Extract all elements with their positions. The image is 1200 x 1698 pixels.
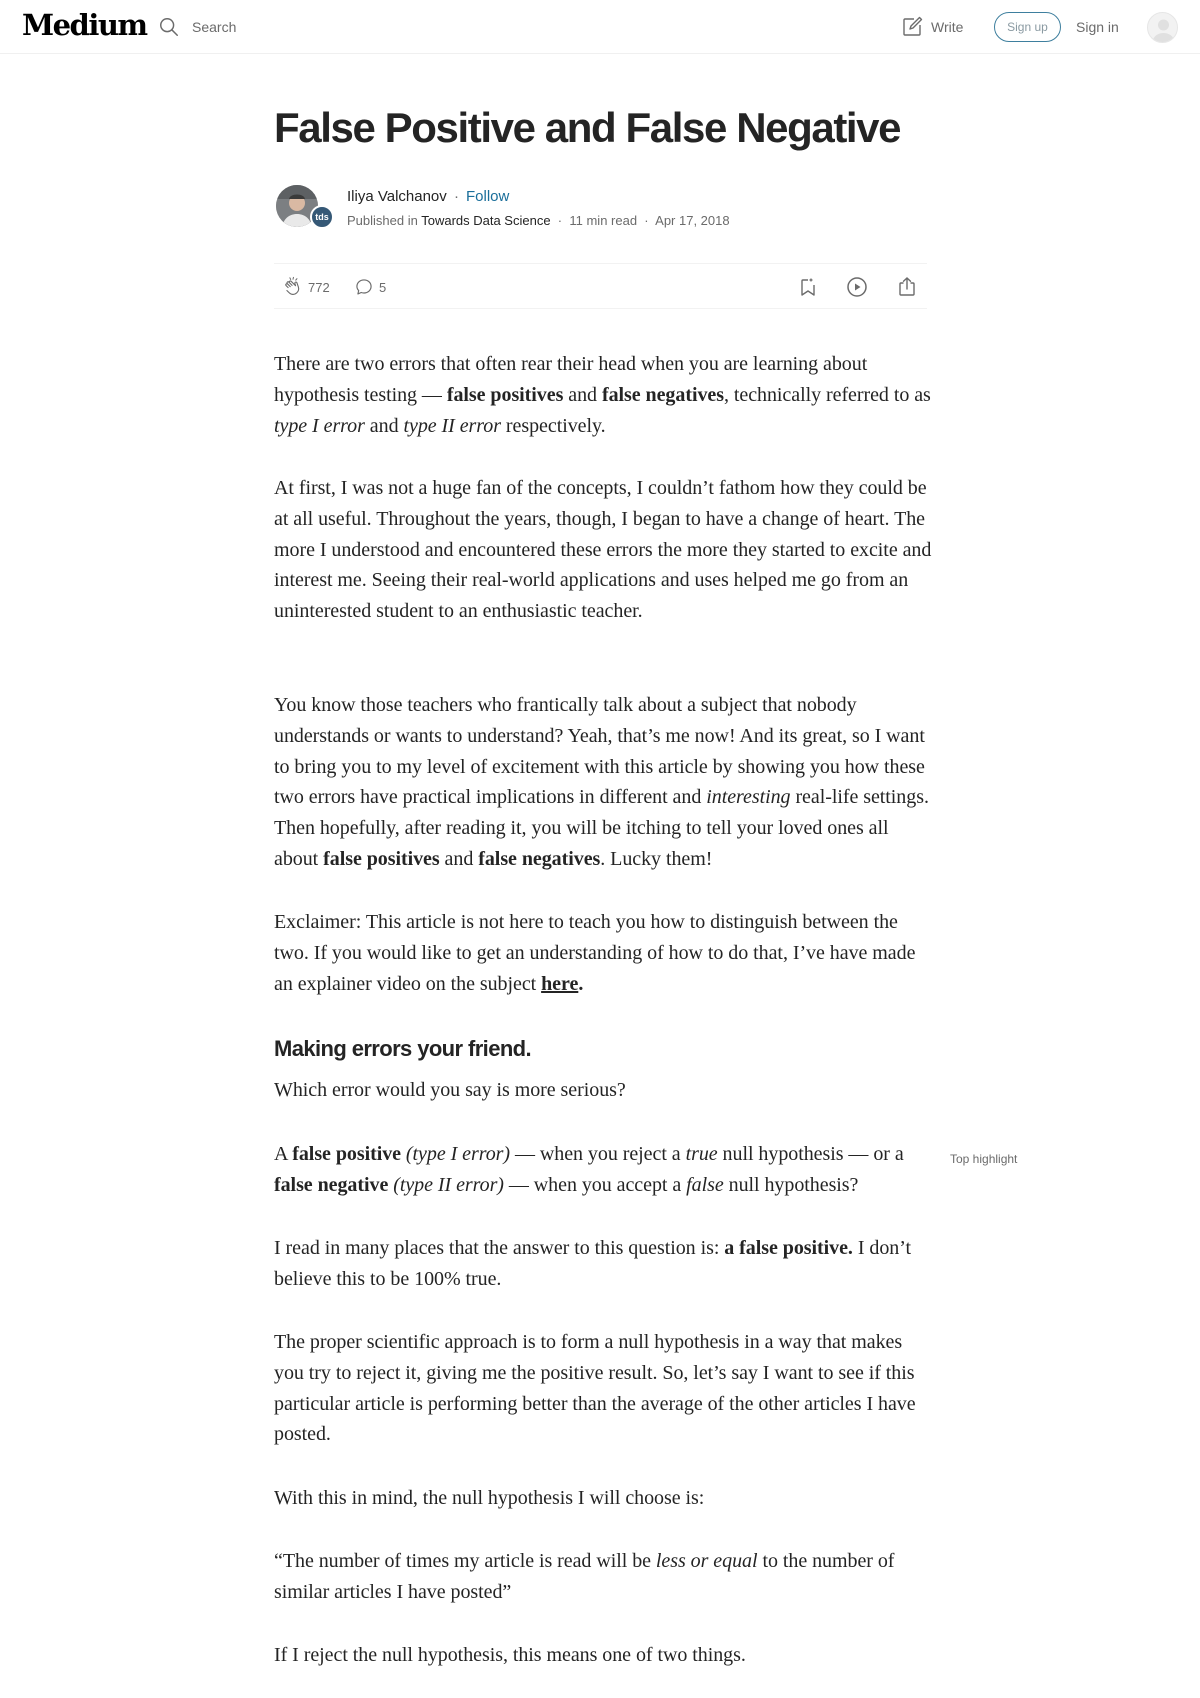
bold-text: false negatives <box>478 847 601 870</box>
bold-text: false positives <box>323 847 440 870</box>
top-nav <box>0 0 1200 54</box>
bold-text: a false positive. <box>724 1237 853 1259</box>
paragraph-11: If I reject the null hypothesis, this means one of two things. <box>274 1644 746 1666</box>
clap-icon[interactable] <box>282 276 304 298</box>
paragraph-3 <box>274 690 934 875</box>
italic-text: type I error <box>274 414 365 437</box>
text-run: You know those teachers who frantically talk about a subject that nobody understands or wants to understand? Yeah, that’s me now! And its great, so I want to bring you to my level of excitement with this article by showing you how these two errors have practical implications in different and <box>274 694 925 809</box>
article-action-bar <box>274 263 927 309</box>
italic-text: (type I error) <box>400 1143 511 1165</box>
paragraph-10 <box>274 1546 934 1608</box>
text-run: respectively. <box>500 414 606 437</box>
text-run: “The number of times my article is read will be <box>274 1550 656 1572</box>
paragraph-4 <box>274 907 934 999</box>
separator-dot: · <box>554 213 566 228</box>
published-in-label: Published in <box>347 213 418 228</box>
explainer-video-link[interactable]: here <box>541 972 579 995</box>
text-run: to the number of similar articles I have posted” <box>274 1550 895 1603</box>
play-icon[interactable] <box>845 275 869 299</box>
write-button[interactable]: Write <box>931 19 964 35</box>
response-icon[interactable] <box>354 277 374 297</box>
text-run: , technically referred to as <box>723 383 931 406</box>
bold-text: false positive <box>292 1143 401 1165</box>
section-heading: Making errors your friend. <box>274 1036 532 1061</box>
bold-text: false negatives <box>601 383 724 406</box>
text-run: null hypothesis? <box>723 1173 859 1196</box>
paragraph-6-highlighted[interactable] <box>274 1139 934 1201</box>
article-meta <box>347 213 730 228</box>
paragraph-2: At first, I was not a huge fan of the concepts, I couldn’t fathom how they could be at all useful. Throughout the years, though, I began to have a change of heart. The more I understood and encountered these errors the more they started to excite and interest me. Seeing their real-world applications and uses helped me go from an uninterested student to an enthusiastic teacher. <box>274 477 932 623</box>
text-run: I don’t believe this to be 100% true. <box>274 1237 911 1290</box>
text-run: — when you accept a <box>503 1173 687 1196</box>
clap-count: 772 <box>308 280 330 295</box>
response-count: 5 <box>379 280 387 295</box>
article-title: False Positive and False Negative <box>274 104 901 151</box>
paragraph-1 <box>274 349 934 441</box>
follow-button[interactable]: Follow <box>466 188 510 205</box>
top-highlight-label: Top highlight <box>950 1152 1018 1166</box>
write-icon[interactable] <box>900 15 924 39</box>
text-run: null hypothesis — or a <box>717 1143 904 1165</box>
search-input[interactable]: Search <box>192 19 237 35</box>
bookmark-add-icon[interactable] <box>796 275 820 299</box>
share-icon[interactable] <box>895 275 919 299</box>
paragraph-8: The proper scientific approach is to form a null hypothesis in a way that makes you try to reject it, giving me the positive result. So, let’s say I want to see if this particular article is performing better than the average of the other articles I have posted. <box>274 1331 916 1446</box>
separator-dot: · <box>640 213 653 228</box>
text-run: I read in many places that the answer to this question is: <box>274 1237 725 1259</box>
text-run: . Lucky them! <box>600 847 713 870</box>
text-run: and <box>563 383 602 406</box>
user-avatar[interactable] <box>1147 12 1178 43</box>
search-icon[interactable] <box>158 16 180 38</box>
text-run: and <box>364 414 404 437</box>
signup-button[interactable]: Sign up <box>994 12 1061 42</box>
italic-text: true <box>685 1143 718 1165</box>
paragraph-9: With this in mind, the null hypothesis I will choose is: <box>274 1487 705 1509</box>
text-run: . <box>578 972 584 995</box>
italic-text: false <box>686 1173 724 1196</box>
paragraph-5: Which error would you say is more serious? <box>274 1079 626 1101</box>
italic-text: interesting <box>706 786 791 809</box>
text-run: and <box>439 847 479 870</box>
author-name[interactable]: Iliya Valchanov <box>347 188 447 205</box>
italic-text: (type II error) <box>388 1173 504 1196</box>
publication-badge[interactable]: tds <box>310 205 334 229</box>
bold-text: false negative <box>274 1173 389 1196</box>
separator-dot: · <box>454 188 459 205</box>
signin-link[interactable]: Sign in <box>1076 19 1119 35</box>
text-run: There are two errors that often rear their head when you are learning about hypothesis testing — <box>274 353 868 406</box>
italic-text: type II error <box>403 414 501 437</box>
user-silhouette-icon <box>1148 13 1178 43</box>
publish-date: Apr 17, 2018 <box>655 213 730 228</box>
text-run: Exclaimer: This article is not here to teach you how to distinguish between the two. If you would like to get an understanding of how to do that, I’ve have made an explainer video on the subject <box>274 911 916 995</box>
paragraph-7 <box>274 1233 934 1295</box>
text-run: A <box>274 1143 293 1165</box>
publication-link[interactable]: Towards Data Science <box>421 213 551 228</box>
italic-text: less or equal <box>655 1550 758 1572</box>
medium-logo[interactable]: Medium <box>22 8 147 42</box>
text-run: real-life settings. Then hopefully, after reading it, you will be itching to tell your loved ones all about <box>274 786 929 870</box>
bold-text: false positives <box>446 383 564 406</box>
text-run: — when you reject a <box>510 1143 686 1165</box>
read-time: 11 min read <box>569 213 638 228</box>
